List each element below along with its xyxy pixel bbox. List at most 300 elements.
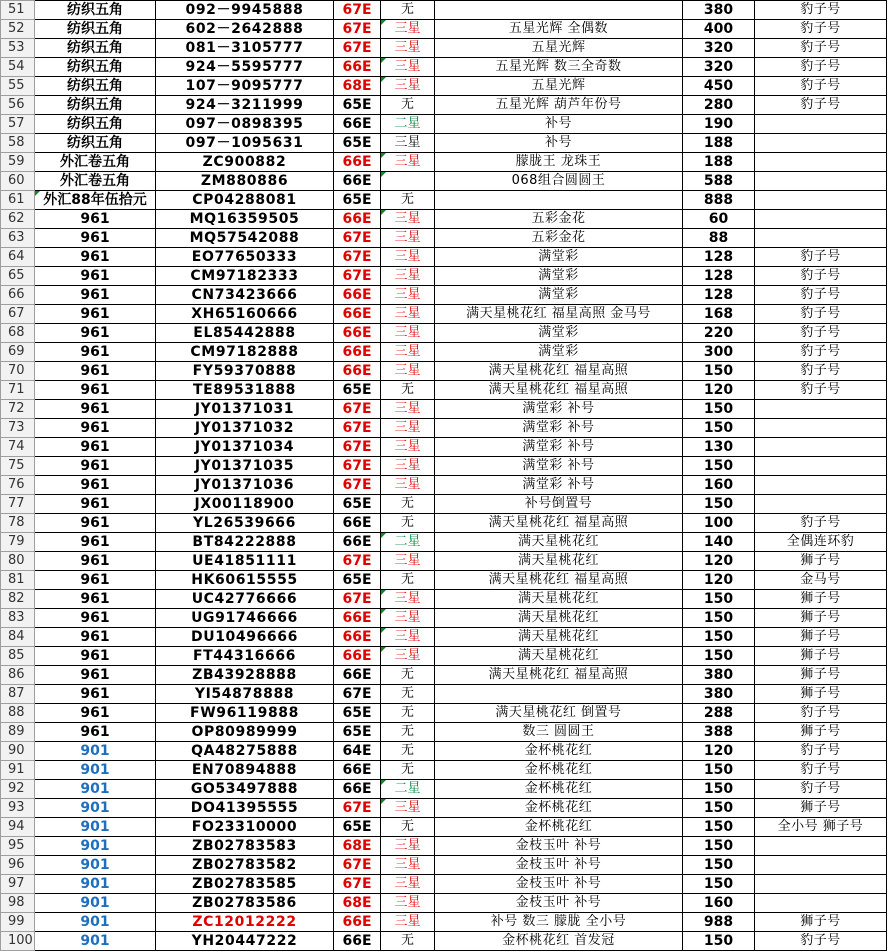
serial-number-cell[interactable]: 602－2642888 [156, 20, 334, 39]
description-cell[interactable]: 满堂彩 补号 [435, 438, 683, 457]
code-cell[interactable]: 66E [334, 286, 381, 305]
code-cell[interactable]: 65E [334, 134, 381, 153]
note-cell[interactable] [755, 856, 887, 875]
star-rating-cell[interactable]: 三星 [381, 913, 435, 932]
category-cell[interactable]: 961 [35, 305, 156, 324]
star-rating-cell[interactable]: 三星 [381, 647, 435, 666]
code-cell[interactable]: 66E [334, 514, 381, 533]
code-cell[interactable]: 64E [334, 742, 381, 761]
row-number-header[interactable]: 68 [1, 324, 35, 343]
description-cell[interactable] [435, 1, 683, 20]
code-cell[interactable]: 67E [334, 419, 381, 438]
serial-number-cell[interactable]: 081－3105777 [156, 39, 334, 58]
serial-number-cell[interactable]: FT44316666 [156, 647, 334, 666]
star-rating-cell[interactable]: 三星 [381, 286, 435, 305]
category-cell[interactable]: 961 [35, 514, 156, 533]
row-number-header[interactable]: 81 [1, 571, 35, 590]
description-cell[interactable]: 五星光辉 全偶数 [435, 20, 683, 39]
code-cell[interactable]: 66E [334, 210, 381, 229]
star-rating-cell[interactable]: 无 [381, 761, 435, 780]
note-cell[interactable] [755, 191, 887, 210]
description-cell[interactable]: 满堂彩 补号 [435, 457, 683, 476]
code-cell[interactable]: 65E [334, 96, 381, 115]
star-rating-cell[interactable]: 二星 [381, 533, 435, 552]
star-rating-cell[interactable]: 三星 [381, 39, 435, 58]
code-cell[interactable]: 65E [334, 571, 381, 590]
row-number-header[interactable]: 87 [1, 685, 35, 704]
price-cell[interactable]: 120 [683, 381, 755, 400]
note-cell[interactable]: 狮子号 [755, 913, 887, 932]
note-cell[interactable]: 豹子号 [755, 514, 887, 533]
price-cell[interactable]: 150 [683, 761, 755, 780]
code-cell[interactable]: 67E [334, 267, 381, 286]
description-cell[interactable]: 满堂彩 补号 [435, 400, 683, 419]
description-cell[interactable]: 五彩金花 [435, 229, 683, 248]
code-cell[interactable]: 65E [334, 191, 381, 210]
code-cell[interactable]: 66E [334, 913, 381, 932]
serial-number-cell[interactable]: JY01371035 [156, 457, 334, 476]
row-number-header[interactable]: 86 [1, 666, 35, 685]
description-cell[interactable] [435, 685, 683, 704]
note-cell[interactable]: 狮子号 [755, 552, 887, 571]
price-cell[interactable]: 150 [683, 400, 755, 419]
category-cell[interactable]: 外汇卷五角 [35, 172, 156, 191]
description-cell[interactable]: 068组合圆圆王 [435, 172, 683, 191]
category-cell[interactable]: 961 [35, 647, 156, 666]
price-cell[interactable]: 150 [683, 932, 755, 951]
description-cell[interactable]: 满天星桃花红 福星高照 [435, 666, 683, 685]
description-cell[interactable]: 满堂彩 补号 [435, 476, 683, 495]
description-cell[interactable]: 金杯桃花红 [435, 780, 683, 799]
description-cell[interactable]: 满堂彩 [435, 324, 683, 343]
star-rating-cell[interactable]: 三星 [381, 799, 435, 818]
price-cell[interactable]: 150 [683, 419, 755, 438]
serial-number-cell[interactable]: OP80989999 [156, 723, 334, 742]
price-cell[interactable]: 188 [683, 134, 755, 153]
row-number-header[interactable]: 62 [1, 210, 35, 229]
note-cell[interactable]: 豹子号 [755, 761, 887, 780]
price-cell[interactable]: 988 [683, 913, 755, 932]
category-cell[interactable]: 961 [35, 552, 156, 571]
row-number-header[interactable]: 90 [1, 742, 35, 761]
serial-number-cell[interactable]: MQ57542088 [156, 229, 334, 248]
price-cell[interactable]: 380 [683, 666, 755, 685]
serial-number-cell[interactable]: BT84222888 [156, 533, 334, 552]
serial-number-cell[interactable]: YI54878888 [156, 685, 334, 704]
price-cell[interactable]: 388 [683, 723, 755, 742]
description-cell[interactable]: 朦胧王 龙珠王 [435, 153, 683, 172]
price-cell[interactable]: 168 [683, 305, 755, 324]
description-cell[interactable]: 满天星桃花红 [435, 647, 683, 666]
category-cell[interactable]: 纺织五角 [35, 58, 156, 77]
price-cell[interactable]: 130 [683, 438, 755, 457]
description-cell[interactable]: 金杯桃花红 [435, 799, 683, 818]
description-cell[interactable]: 满天星桃花红 [435, 609, 683, 628]
note-cell[interactable]: 豹子号 [755, 780, 887, 799]
note-cell[interactable] [755, 875, 887, 894]
serial-number-cell[interactable]: ZB02783585 [156, 875, 334, 894]
note-cell[interactable] [755, 457, 887, 476]
code-cell[interactable]: 66E [334, 666, 381, 685]
price-cell[interactable]: 60 [683, 210, 755, 229]
code-cell[interactable]: 65E [334, 723, 381, 742]
price-cell[interactable]: 150 [683, 647, 755, 666]
star-rating-cell[interactable]: 三星 [381, 58, 435, 77]
star-rating-cell[interactable]: 三星 [381, 77, 435, 96]
price-cell[interactable]: 150 [683, 362, 755, 381]
note-cell[interactable] [755, 229, 887, 248]
description-cell[interactable]: 补号 [435, 134, 683, 153]
code-cell[interactable]: 66E [334, 533, 381, 552]
star-rating-cell[interactable]: 无 [381, 191, 435, 210]
note-cell[interactable]: 豹子号 [755, 58, 887, 77]
note-cell[interactable] [755, 153, 887, 172]
serial-number-cell[interactable]: ZB02783586 [156, 894, 334, 913]
description-cell[interactable]: 金杯桃花红 首发冠 [435, 932, 683, 951]
code-cell[interactable]: 67E [334, 438, 381, 457]
code-cell[interactable]: 66E [334, 609, 381, 628]
description-cell[interactable]: 五星光辉 葫芦年份号 [435, 96, 683, 115]
star-rating-cell[interactable]: 无 [381, 1, 435, 20]
star-rating-cell[interactable]: 三星 [381, 324, 435, 343]
row-number-header[interactable]: 66 [1, 286, 35, 305]
serial-number-cell[interactable]: CM97182888 [156, 343, 334, 362]
note-cell[interactable]: 狮子号 [755, 685, 887, 704]
price-cell[interactable]: 150 [683, 856, 755, 875]
code-cell[interactable]: 66E [334, 628, 381, 647]
price-cell[interactable]: 140 [683, 533, 755, 552]
row-number-header[interactable]: 98 [1, 894, 35, 913]
row-number-header[interactable]: 84 [1, 628, 35, 647]
row-number-header[interactable]: 80 [1, 552, 35, 571]
row-number-header[interactable]: 54 [1, 58, 35, 77]
row-number-header[interactable]: 51 [1, 1, 35, 20]
category-cell[interactable]: 961 [35, 495, 156, 514]
row-number-header[interactable]: 77 [1, 495, 35, 514]
note-cell[interactable]: 狮子号 [755, 628, 887, 647]
category-cell[interactable]: 901 [35, 742, 156, 761]
code-cell[interactable]: 66E [334, 932, 381, 951]
price-cell[interactable]: 150 [683, 875, 755, 894]
category-cell[interactable]: 961 [35, 704, 156, 723]
category-cell[interactable]: 961 [35, 590, 156, 609]
description-cell[interactable]: 五彩金花 [435, 210, 683, 229]
row-number-header[interactable]: 63 [1, 229, 35, 248]
category-cell[interactable]: 961 [35, 267, 156, 286]
category-cell[interactable]: 901 [35, 932, 156, 951]
code-cell[interactable]: 66E [334, 647, 381, 666]
note-cell[interactable]: 豹子号 [755, 96, 887, 115]
price-cell[interactable]: 128 [683, 286, 755, 305]
price-cell[interactable]: 380 [683, 685, 755, 704]
row-number-header[interactable]: 73 [1, 419, 35, 438]
star-rating-cell[interactable]: 无 [381, 685, 435, 704]
serial-number-cell[interactable]: FY59370888 [156, 362, 334, 381]
code-cell[interactable]: 67E [334, 400, 381, 419]
serial-number-cell[interactable]: ZB43928888 [156, 666, 334, 685]
row-number-header[interactable]: 60 [1, 172, 35, 191]
row-number-header[interactable]: 96 [1, 856, 35, 875]
star-rating-cell[interactable]: 三星 [381, 875, 435, 894]
star-rating-cell[interactable]: 三星 [381, 590, 435, 609]
description-cell[interactable] [435, 191, 683, 210]
star-rating-cell[interactable]: 三星 [381, 229, 435, 248]
category-cell[interactable]: 961 [35, 533, 156, 552]
description-cell[interactable]: 补号 [435, 115, 683, 134]
row-number-header[interactable]: 56 [1, 96, 35, 115]
serial-number-cell[interactable]: CM97182333 [156, 267, 334, 286]
note-cell[interactable]: 豹子号 [755, 742, 887, 761]
note-cell[interactable] [755, 210, 887, 229]
serial-number-cell[interactable]: JY01371036 [156, 476, 334, 495]
code-cell[interactable]: 67E [334, 20, 381, 39]
star-rating-cell[interactable]: 三星 [381, 248, 435, 267]
serial-number-cell[interactable]: UC42776666 [156, 590, 334, 609]
category-cell[interactable]: 961 [35, 571, 156, 590]
category-cell[interactable]: 961 [35, 685, 156, 704]
category-cell[interactable]: 901 [35, 875, 156, 894]
note-cell[interactable]: 狮子号 [755, 609, 887, 628]
code-cell[interactable]: 66E [334, 362, 381, 381]
serial-number-cell[interactable]: TE89531888 [156, 381, 334, 400]
code-cell[interactable]: 67E [334, 1, 381, 20]
code-cell[interactable]: 66E [334, 153, 381, 172]
price-cell[interactable]: 320 [683, 58, 755, 77]
category-cell[interactable]: 901 [35, 913, 156, 932]
note-cell[interactable] [755, 476, 887, 495]
price-cell[interactable]: 128 [683, 248, 755, 267]
category-cell[interactable]: 纺织五角 [35, 39, 156, 58]
serial-number-cell[interactable]: ZC900882 [156, 153, 334, 172]
description-cell[interactable]: 金枝玉叶 补号 [435, 837, 683, 856]
note-cell[interactable]: 金马号 [755, 571, 887, 590]
description-cell[interactable]: 满天星桃花红 [435, 590, 683, 609]
category-cell[interactable]: 961 [35, 666, 156, 685]
description-cell[interactable]: 满堂彩 [435, 343, 683, 362]
category-cell[interactable]: 961 [35, 381, 156, 400]
price-cell[interactable]: 300 [683, 343, 755, 362]
price-cell[interactable]: 150 [683, 799, 755, 818]
serial-number-cell[interactable]: JY01371032 [156, 419, 334, 438]
star-rating-cell[interactable]: 无 [381, 742, 435, 761]
price-cell[interactable]: 150 [683, 609, 755, 628]
row-number-header[interactable]: 97 [1, 875, 35, 894]
note-cell[interactable] [755, 115, 887, 134]
star-rating-cell[interactable]: 三星 [381, 210, 435, 229]
category-cell[interactable]: 纺织五角 [35, 115, 156, 134]
note-cell[interactable]: 豹子号 [755, 77, 887, 96]
row-number-header[interactable]: 85 [1, 647, 35, 666]
note-cell[interactable]: 豹子号 [755, 362, 887, 381]
price-cell[interactable]: 150 [683, 457, 755, 476]
serial-number-cell[interactable]: 107－9095777 [156, 77, 334, 96]
description-cell[interactable]: 补号倒置号 [435, 495, 683, 514]
price-cell[interactable]: 188 [683, 153, 755, 172]
note-cell[interactable]: 狮子号 [755, 666, 887, 685]
code-cell[interactable]: 66E [334, 305, 381, 324]
serial-number-cell[interactable]: JY01371031 [156, 400, 334, 419]
description-cell[interactable]: 金枝玉叶 补号 [435, 856, 683, 875]
description-cell[interactable]: 满天星桃花红 倒置号 [435, 704, 683, 723]
description-cell[interactable]: 五星光辉 [435, 77, 683, 96]
star-rating-cell[interactable]: 三星 [381, 305, 435, 324]
note-cell[interactable]: 狮子号 [755, 590, 887, 609]
serial-number-cell[interactable]: EN70894888 [156, 761, 334, 780]
note-cell[interactable] [755, 134, 887, 153]
category-cell[interactable]: 961 [35, 229, 156, 248]
star-rating-cell[interactable]: 三星 [381, 552, 435, 571]
star-rating-cell[interactable]: 无 [381, 818, 435, 837]
row-number-header[interactable]: 76 [1, 476, 35, 495]
description-cell[interactable]: 数三 圆圆王 [435, 723, 683, 742]
category-cell[interactable]: 外汇卷五角 [35, 153, 156, 172]
price-cell[interactable]: 220 [683, 324, 755, 343]
code-cell[interactable]: 65E [334, 818, 381, 837]
price-cell[interactable]: 100 [683, 514, 755, 533]
category-cell[interactable]: 961 [35, 628, 156, 647]
note-cell[interactable]: 狮子号 [755, 799, 887, 818]
row-number-header[interactable]: 71 [1, 381, 35, 400]
star-rating-cell[interactable]: 三星 [381, 628, 435, 647]
description-cell[interactable]: 五星光辉 [435, 39, 683, 58]
star-rating-cell[interactable]: 二星 [381, 780, 435, 799]
row-number-header[interactable]: 52 [1, 20, 35, 39]
description-cell[interactable]: 金杯桃花红 [435, 818, 683, 837]
star-rating-cell[interactable]: 无 [381, 514, 435, 533]
row-number-header[interactable]: 67 [1, 305, 35, 324]
note-cell[interactable]: 豹子号 [755, 932, 887, 951]
serial-number-cell[interactable]: ZM880886 [156, 172, 334, 191]
description-cell[interactable]: 满天星桃花红 [435, 552, 683, 571]
note-cell[interactable]: 豹子号 [755, 704, 887, 723]
category-cell[interactable]: 961 [35, 210, 156, 229]
price-cell[interactable]: 160 [683, 476, 755, 495]
code-cell[interactable]: 68E [334, 77, 381, 96]
description-cell[interactable]: 满堂彩 补号 [435, 419, 683, 438]
serial-number-cell[interactable]: UG91746666 [156, 609, 334, 628]
description-cell[interactable]: 金杯桃花红 [435, 761, 683, 780]
row-number-header[interactable]: 69 [1, 343, 35, 362]
serial-number-cell[interactable]: FO23310000 [156, 818, 334, 837]
serial-number-cell[interactable]: QA48275888 [156, 742, 334, 761]
price-cell[interactable]: 150 [683, 780, 755, 799]
star-rating-cell[interactable]: 三星 [381, 438, 435, 457]
note-cell[interactable] [755, 172, 887, 191]
category-cell[interactable]: 纺织五角 [35, 134, 156, 153]
category-cell[interactable]: 961 [35, 438, 156, 457]
serial-number-cell[interactable]: FW96119888 [156, 704, 334, 723]
category-cell[interactable]: 纺织五角 [35, 96, 156, 115]
star-rating-cell[interactable]: 三星 [381, 267, 435, 286]
price-cell[interactable]: 150 [683, 495, 755, 514]
code-cell[interactable]: 67E [334, 248, 381, 267]
price-cell[interactable]: 320 [683, 39, 755, 58]
code-cell[interactable]: 65E [334, 381, 381, 400]
star-rating-cell[interactable]: 无 [381, 666, 435, 685]
note-cell[interactable]: 豹子号 [755, 39, 887, 58]
row-number-header[interactable]: 74 [1, 438, 35, 457]
star-rating-cell[interactable]: 无 [381, 495, 435, 514]
row-number-header[interactable]: 94 [1, 818, 35, 837]
star-rating-cell[interactable]: 三星 [381, 362, 435, 381]
star-rating-cell[interactable]: 无 [381, 704, 435, 723]
row-number-header[interactable]: 78 [1, 514, 35, 533]
category-cell[interactable]: 901 [35, 761, 156, 780]
star-rating-cell[interactable]: 无 [381, 96, 435, 115]
price-cell[interactable]: 88 [683, 229, 755, 248]
category-cell[interactable]: 纺织五角 [35, 1, 156, 20]
category-cell[interactable]: 901 [35, 780, 156, 799]
row-number-header[interactable]: 88 [1, 704, 35, 723]
code-cell[interactable]: 67E [334, 875, 381, 894]
description-cell[interactable]: 满天星桃花红 福星高照 [435, 362, 683, 381]
star-rating-cell[interactable]: 三星 [381, 856, 435, 875]
row-number-header[interactable]: 61 [1, 191, 35, 210]
serial-number-cell[interactable]: 924－5595777 [156, 58, 334, 77]
serial-number-cell[interactable]: YH20447222 [156, 932, 334, 951]
note-cell[interactable]: 狮子号 [755, 723, 887, 742]
price-cell[interactable]: 400 [683, 20, 755, 39]
code-cell[interactable]: 67E [334, 685, 381, 704]
category-cell[interactable]: 901 [35, 856, 156, 875]
code-cell[interactable]: 68E [334, 894, 381, 913]
note-cell[interactable]: 豹子号 [755, 286, 887, 305]
price-cell[interactable]: 190 [683, 115, 755, 134]
code-cell[interactable]: 67E [334, 39, 381, 58]
code-cell[interactable]: 67E [334, 590, 381, 609]
star-rating-cell[interactable]: 三星 [381, 419, 435, 438]
note-cell[interactable]: 豹子号 [755, 381, 887, 400]
star-rating-cell[interactable]: 三星 [381, 609, 435, 628]
serial-number-cell[interactable]: ZB02783583 [156, 837, 334, 856]
note-cell[interactable]: 全偶连环豹 [755, 533, 887, 552]
price-cell[interactable]: 120 [683, 571, 755, 590]
note-cell[interactable]: 豹子号 [755, 305, 887, 324]
star-rating-cell[interactable]: 二星 [381, 115, 435, 134]
serial-number-cell[interactable]: DO41395555 [156, 799, 334, 818]
star-rating-cell[interactable]: 无 [381, 571, 435, 590]
serial-number-cell[interactable]: GO53497888 [156, 780, 334, 799]
category-cell[interactable]: 961 [35, 400, 156, 419]
description-cell[interactable]: 满天星桃花红 福星高照 [435, 514, 683, 533]
row-number-header[interactable]: 64 [1, 248, 35, 267]
code-cell[interactable]: 66E [334, 780, 381, 799]
row-number-header[interactable]: 75 [1, 457, 35, 476]
description-cell[interactable]: 补号 数三 朦胧 全小号 [435, 913, 683, 932]
description-cell[interactable]: 满堂彩 [435, 248, 683, 267]
note-cell[interactable] [755, 400, 887, 419]
row-number-header[interactable]: 100 [1, 932, 35, 951]
category-cell[interactable]: 961 [35, 723, 156, 742]
note-cell[interactable]: 豹子号 [755, 343, 887, 362]
code-cell[interactable]: 66E [334, 58, 381, 77]
note-cell[interactable]: 豹子号 [755, 267, 887, 286]
category-cell[interactable]: 纺织五角 [35, 77, 156, 96]
category-cell[interactable]: 961 [35, 457, 156, 476]
category-cell[interactable]: 901 [35, 818, 156, 837]
description-cell[interactable]: 金枝玉叶 补号 [435, 875, 683, 894]
price-cell[interactable]: 280 [683, 96, 755, 115]
star-rating-cell[interactable]: 三星 [381, 476, 435, 495]
description-cell[interactable]: 满堂彩 [435, 267, 683, 286]
category-cell[interactable]: 961 [35, 248, 156, 267]
serial-number-cell[interactable]: MQ16359505 [156, 210, 334, 229]
note-cell[interactable]: 豹子号 [755, 324, 887, 343]
category-cell[interactable]: 961 [35, 286, 156, 305]
price-cell[interactable]: 450 [683, 77, 755, 96]
price-cell[interactable]: 120 [683, 552, 755, 571]
note-cell[interactable] [755, 438, 887, 457]
